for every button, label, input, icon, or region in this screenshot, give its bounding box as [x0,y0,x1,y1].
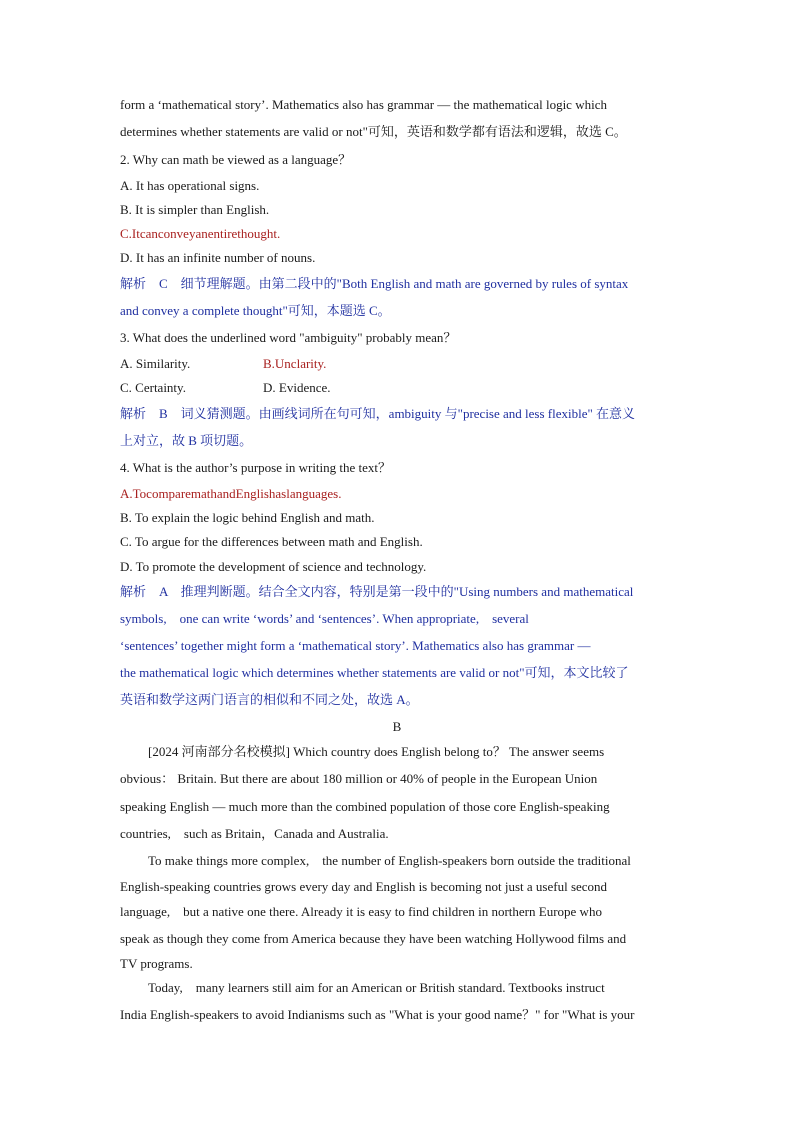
text-line: form a ‘mathematical story’. Mathematics also has grammar — the mathematical logic which [120,97,607,112]
option-a-correct: A.TocomparemathandEnglishaslanguages. [120,486,342,501]
paragraph-line: India English-speakers to avoid Indianisms such as "What is your good name？" for "What is your [120,1007,635,1022]
option-b: B. It is simpler than English. [120,202,270,217]
option-c-correct: C.Itcanconveyanentirethought. [120,226,281,241]
option-row [120,355,680,373]
question-3: 3. What does the underlined word "ambiguity" probably mean？ [120,330,457,345]
explanation-line: 解析 C 细节理解题。由第二段中的"Both English and math are governed by rules of syntax [120,276,629,291]
text-line: determines whether statements are valid or not"可知，英语和数学都有语法和逻辑，故选 C。 [120,124,627,139]
paragraph-line: countries, such as Britain，Canada and Australia. [120,826,389,841]
option-b-correct: B.Unclarity. [263,356,327,371]
paragraph-line: speak as though they come from America because they have been watching Hollywood films and [120,931,627,946]
option-d: D. Evidence. [263,380,331,395]
explanation-line: symbols, one can write ‘words’ and ‘sentences’. When appropriate, several [120,611,529,626]
paragraph-line: [2024 河南部分名校模拟] Which country does English belong to？ The answer seems [148,744,605,759]
option-c: C. To argue for the differences between math and English. [120,534,423,549]
explanation-line: ‘sentences’ together might form a ‘mathematical story’. Mathematics also has grammar — [120,638,591,653]
paragraph-line: To make things more complex, the number of English-speakers born outside the traditional [148,853,631,868]
question-2: 2. Why can math be viewed as a language？ [120,152,352,167]
option-row [120,379,680,397]
option-d: D. It has an infinite number of nouns. [120,250,316,265]
option-c: C. Certainty. [120,380,186,395]
explanation-line: 解析 A 推理判断题。结合全文内容，特别是第一段中的"Using numbers and mathematical [120,584,634,599]
question-4: 4. What is the author’s purpose in writing the text？ [120,460,392,475]
paragraph-line: speaking English — much more than the combined population of those core English-speaking [120,799,610,814]
paragraph-line: Today, many learners still aim for an American or British standard. Textbooks instruct [148,980,605,995]
explanation-line: and convey a complete thought"可知，本题选 C。 [120,303,391,318]
explanation-line: 上对立，故 B 项切题。 [120,433,253,448]
option-d: D. To promote the development of science and technology. [120,559,427,574]
explanation-line: the mathematical logic which determines whether statements are valid or not"可知，本文比较了 [120,665,629,680]
option-a: A. It has operational signs. [120,178,260,193]
paragraph-line: obvious： Britain. But there are about 180 million or 40% of people in the European Union [120,771,598,786]
paragraph-line: English-speaking countries grows every day and English is becoming not just a useful second [120,879,608,894]
explanation-line: 解析 B 词义猜测题。由画线词所在句可知，ambiguity 与"precise and less flexible" 在意义 [120,406,636,421]
explanation-line: 英语和数学这两门语言的相似和不同之处，故选 A。 [120,692,419,707]
section-heading: B [392,719,402,734]
paragraph-line: language, but a native one there. Already it is easy to find children in northern Europe who [120,904,602,919]
option-a: A. Similarity. [120,356,191,371]
option-b: B. To explain the logic behind English and math. [120,510,375,525]
paragraph-line: TV programs. [120,956,193,971]
